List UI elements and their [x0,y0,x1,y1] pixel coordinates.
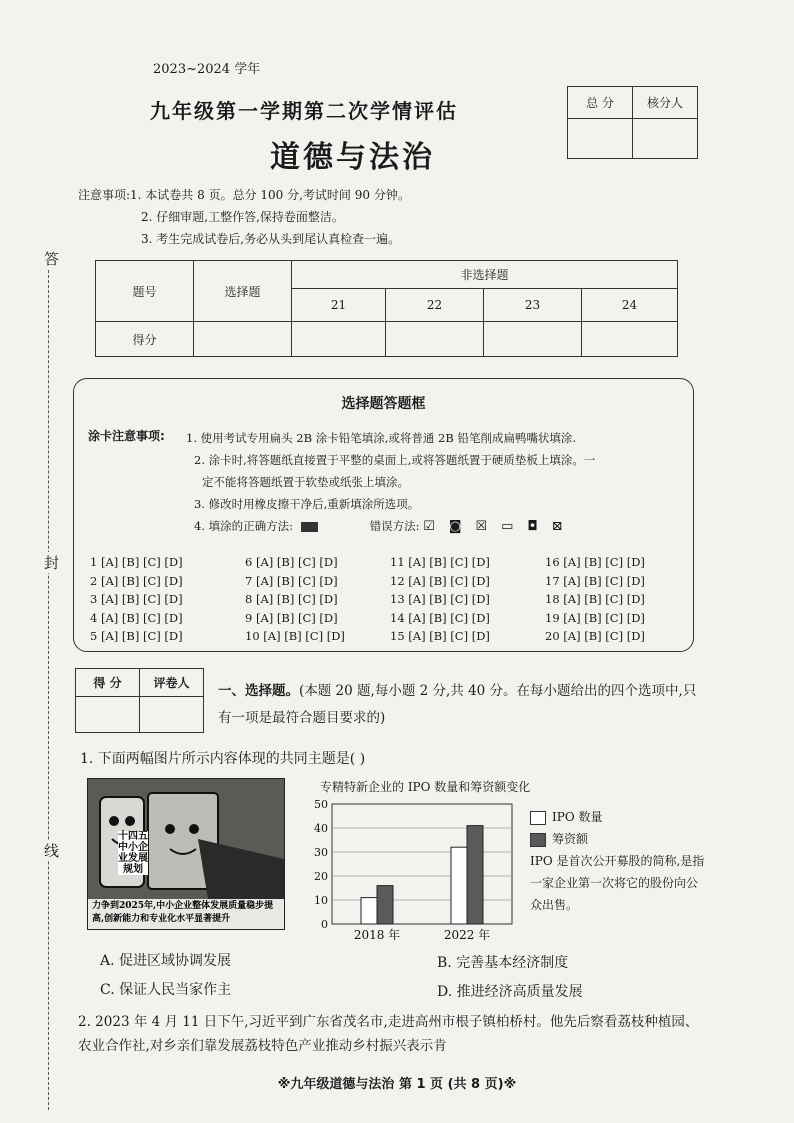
score-cell [292,322,386,357]
bubble-row[interactable]: 11 [A] [B] [C] [D] [390,555,490,569]
bar-chart [306,796,521,946]
notice-item: 1. 本试卷共 8 页。总分 100 分,考试时间 90 分钟。 [130,188,410,202]
bubble-row[interactable]: 12 [A] [B] [C] [D] [390,573,490,588]
col-question: 23 [484,289,582,322]
wrong-mark-icon: ◙ [448,519,476,534]
legend-swatch [530,811,546,825]
bubble-row[interactable]: 6 [A] [B] [C] [D] [245,555,338,569]
y-tick-label: 0 [321,918,328,931]
option-a[interactable]: A. 促进区域协调发展 [100,953,232,969]
section-header [218,678,698,732]
wrong-mark-icon: ☒ [475,519,502,534]
bubble-row[interactable]: 17 [A] [B] [C] [D] [545,573,645,588]
grader-score-label: 得 分 [76,669,140,697]
wrong-method-label: 错误方法: [369,519,420,533]
bubble-row[interactable]: 2 [A] [B] [C] [D] [90,573,183,588]
correct-method-label: 4. 填涂的正确方法: [194,519,294,533]
bubble-row[interactable]: 14 [A] [B] [C] [D] [390,610,490,625]
grader-name-label: 评卷人 [140,669,204,697]
bar [377,886,393,924]
bubble-row[interactable]: 7 [A] [B] [C] [D] [245,573,338,588]
answer-rules [186,427,686,538]
wrong-mark-icon: ▭ [501,519,528,534]
cartoon-caption: 力争到2025年,中小企业整体发展质量稳步提高,创新能力和专业化水平显著提升 [92,901,274,924]
subject-title: 道德与法治 [270,140,435,175]
wrong-mark-icon: ◘ [527,519,552,534]
plot-frame [332,804,512,924]
rule-line [186,515,686,538]
score-cell [484,322,582,357]
wrong-mark-icon: ☑ [423,519,449,534]
answer-frame-title: 选择题答题框 [341,396,426,412]
chart-title: 专精特新企业的 IPO 数量和筹资额变化 [320,780,531,794]
wrong-mark-icon: ⊠ [551,519,577,534]
total-cell [568,119,633,159]
total-label: 总 分 [568,87,633,119]
notice-item: 2. 仔细审题,工整作答,保持卷面整洁。 [141,210,344,224]
reviewer-label: 核分人 [633,87,698,119]
notice-block [78,184,410,250]
bubble-row[interactable]: 19 [A] [B] [C] [D] [545,610,645,625]
bubble-row[interactable]: 18 [A] [B] [C] [D] [545,592,645,606]
cartoon-sign: 十四五中小企业发展规划 [118,831,148,875]
option-c[interactable]: C. 保证人民当家作主 [100,982,232,998]
bar [451,847,467,924]
rule-line: 3. 修改时用橡皮擦干净后,重新填涂所选项。 [194,497,420,511]
bar [467,826,483,924]
bubble-row[interactable]: 1 [A] [B] [C] [D] [90,555,183,569]
cartoon-image [87,778,285,930]
row-score: 得分 [96,322,194,357]
binding-mark: 线 [44,842,60,860]
bubble-row[interactable]: 15 [A] [B] [C] [D] [390,629,490,643]
bubble-row[interactable]: 8 [A] [B] [C] [D] [245,592,338,606]
col-non-choice: 非选择题 [292,261,678,289]
bubble-column [90,553,240,646]
col-question: 24 [582,289,678,322]
legend-item [530,828,602,850]
notice-label: 注意事项: [78,188,131,202]
x-tick-label: 2018 年 [353,928,401,942]
y-tick-label: 10 [314,894,328,907]
binding-mark: 封 [44,554,60,572]
y-tick-label: 20 [314,870,328,883]
legend-label: IPO 数量 [552,810,603,824]
bubble-row[interactable]: 20 [A] [B] [C] [D] [545,629,645,643]
y-tick-label: 40 [314,822,328,835]
y-tick-label: 30 [314,846,328,859]
bubble-column [245,553,395,646]
score-table [95,260,678,357]
rule-line: 1. 使用考试专用扁头 2B 涂卡铅笔填涂,或将普通 2B 铅笔削成扁鸭嘴状填涂. [186,431,577,445]
bubble-column [545,553,695,646]
chart-legend [530,806,602,850]
page-footer: ※九年级道德与法治 第 1 页 (共 8 页)※ [277,1077,517,1092]
x-tick-label: 2022 年 [443,928,491,942]
binding-line [48,250,49,1110]
question-2: 2. 2023 年 4 月 11 日下午,习近平到广东省茂名市,走进高州市根子镇柏桥村。他先后察看荔枝种植园、农业合作社,对乡亲们靠发展荔枝特色产业推动乡村振兴表示肯 [78,1014,699,1054]
col-question: 21 [292,289,386,322]
legend-label: 筹资额 [552,832,589,846]
answer-rules-label: 涂卡注意事项: [88,429,165,443]
exam-title: 九年级第一学期第二次学情评估 [150,99,458,123]
correct-mark-icon [301,522,318,532]
col-choice: 选择题 [194,261,292,322]
score-cell [194,322,292,357]
y-tick-label: 50 [314,798,328,811]
bubble-row[interactable]: 16 [A] [B] [C] [D] [545,555,645,569]
legend-swatch [530,833,546,847]
bubble-row[interactable]: 4 [A] [B] [C] [D] [90,610,183,625]
total-score-box [567,86,698,159]
bubble-row[interactable]: 5 [A] [B] [C] [D] [90,629,183,643]
bubble-row[interactable]: 13 [A] [B] [C] [D] [390,592,490,606]
grader-score-cell [76,697,140,733]
chart-note: IPO 是首次公开募股的简称,是指一家企业第一次将它的股份向公众出售。 [530,854,705,912]
school-year: 2023~2024 学年 [153,62,261,77]
option-b[interactable]: B. 完善基本经济制度 [437,955,569,971]
reviewer-cell [633,119,698,159]
col-question: 22 [386,289,484,322]
notice-item: 3. 考生完成试卷后,务必从头到尾认真检查一遍。 [141,232,401,246]
bubble-row[interactable]: 9 [A] [B] [C] [D] [245,610,338,625]
wrong-marks-icons [423,519,576,534]
option-d[interactable]: D. 推进经济高质量发展 [437,984,583,1000]
score-cell [582,322,678,357]
rule-line: 定不能将答题纸置于软垫或纸张上填涂。 [202,475,409,489]
answer-frame [73,378,694,652]
legend-item [530,806,602,828]
binding-mark: 答 [44,250,60,268]
question-stem: 1. 下面两幅图片所示内容体现的共同主题是( ) [80,751,366,767]
grader-name-cell [140,697,204,733]
bar [361,898,377,924]
section-title: 一、选择题。 [218,683,299,699]
score-cell [386,322,484,357]
grader-box [75,668,204,733]
bubble-row[interactable]: 10 [A] [B] [C] [D] [245,629,345,643]
section-desc: (本题 20 题,每小题 2 分,共 40 分。在每小题给出的四个选项中,只有一项是最符合题目要求的) [218,683,697,726]
col-number: 题号 [96,261,194,322]
rule-line: 2. 涂卡时,将答题纸直接置于平整的桌面上,或将答题纸置于硬质垫板上填涂。一 [194,453,596,467]
bubble-column [390,553,540,646]
bubble-row[interactable]: 3 [A] [B] [C] [D] [90,592,183,606]
